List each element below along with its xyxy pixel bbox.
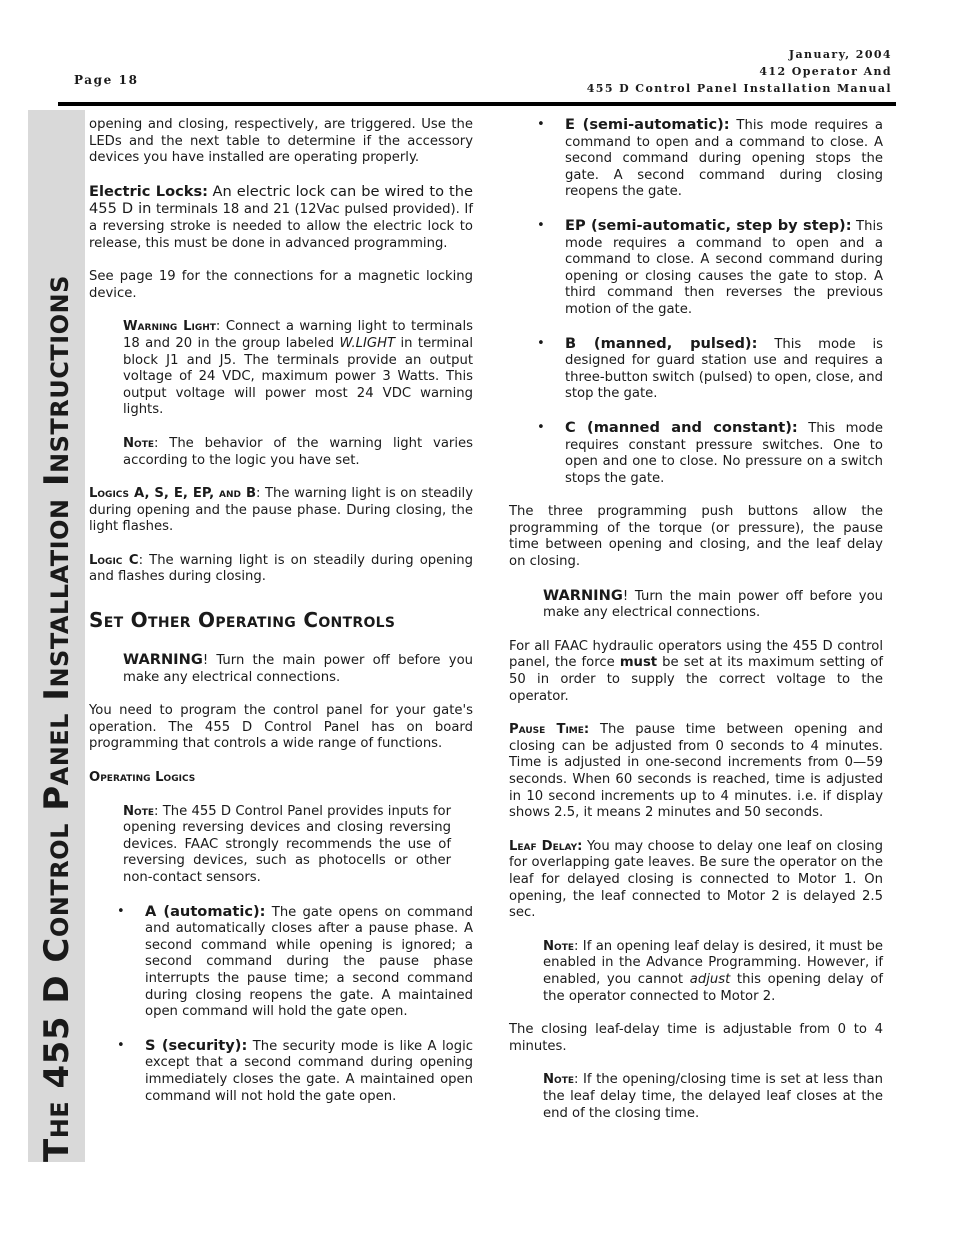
paragraph-electric-locks: Electric Locks: An electric lock can be wired to the 455 D in terminals 18 and 21 (12Vac pulsed provided). If a reversing stroke is needed to allow the electric lock to release, this must be done in advanced programming. [89, 182, 473, 251]
paragraph-note-warning-light: Note: The behavior of the warning light varies according to the logic you have set. [123, 435, 473, 468]
paragraph-note-reversing: Note: The 455 D Control Panel provides inputs for opening reversing devices and closing reversing devices. FAAC strongly recommends the use of reversing devices, such as photocells or other non-contact sensors. [123, 803, 451, 885]
list-item-logic-c: • C (manned and constant): This mode requires constant pressure switches. One to open and one to close. No pressure on a switch stops the gate. [537, 418, 884, 486]
page-number: Page 18 [74, 73, 139, 87]
section-heading: Set Other Operating Controls [89, 608, 396, 633]
header-title-line1: 412 Operator And [759, 65, 892, 78]
paragraph-push-buttons: The three programming push buttons allow the programming of the torque (or pressure), the pause time between opening and closing, and the leaf delay on closing. [509, 504, 883, 570]
paragraph-intro: opening and closing, respectively, are triggered. Use the LEDs and the next table to determine if the accessory devices you have installed are operating properly. [89, 117, 473, 166]
header-date: January, 2004 [788, 48, 892, 61]
paragraph-closing-delay: The closing leaf-delay time is adjustable from 0 to 4 minutes. [509, 1022, 883, 1054]
paragraph-leaf-delay: Leaf Delay: You may choose to delay one leaf on closing for overlapping gate leaves. Be sure the operator on the leaf for delayed closing is connected to Motor 1. On opening, the leaf connected to Motor 2 is delayed 2.5 sec. [509, 838, 883, 921]
paragraph-warning-right: WARNING! Turn the main power off before you make any electrical connections. [543, 586, 883, 621]
list-item-logic-b: • B (manned, pulsed): This mode is designed for guard station use and requires a three-button switch (pulsed) to open, close, and stop the gate. [537, 334, 883, 402]
paragraph-logic-c: Logic C: The warning light is on steadily during opening and flashes during closing. [89, 552, 474, 585]
bullet-icon: • [537, 419, 545, 435]
list-item-logic-e: • E (semi-automatic): This mode requires a command to open and a command to close. A second command during opening stops the gate. A second command during closing reopens the gate. [537, 116, 883, 200]
paragraph-warning: WARNING! Turn the main power off before you make any electrical connections. [123, 651, 473, 685]
document-header [587, 46, 892, 97]
bullet-icon: • [537, 217, 545, 233]
list-item-logic-a: • A (automatic): The gate opens on command and automatically closes after a pause phase. A second command while opening is ignored; a second command during the pause phase interrupts the pause time; a second command during closing reopens the gate. A maintained open command will hold the gate open. [117, 902, 473, 1020]
paragraph-faac: For all FAAC hydraulic operators using the 455 D control panel, the force must be set at its maximum setting of 50 in order to supply the correct voltage to the operator. [509, 638, 883, 704]
header-title-line2: 455 D Control Panel Installation Manual [586, 82, 892, 95]
left-column [89, 117, 473, 1105]
list-item-logic-s: • S (security): The security mode is like A logic except that a second command during opening immediately closes the gate. A maintained open command will not hold the gate open. [117, 1036, 473, 1104]
right-column [509, 117, 883, 1122]
side-banner-title: The 455 D Control Panel Installation Instructions [37, 275, 77, 1162]
paragraph-logics: Logics A, S, E, EP, and B: The warning light is on steadily during opening and the pause phase. During closing, the light flashes. [89, 486, 473, 535]
bullet-icon: • [117, 903, 125, 919]
header-rule [58, 102, 896, 106]
subheading-operating-logics: Operating Logics [89, 770, 196, 786]
paragraph-pause-time: Pause Time: The pause time between opening and closing can be adjusted from 0 seconds to 4 minutes. Time is adjusted in one-second increments from 0—59 seconds. When 60 seconds is reached, time is adjusted in 10 second increments up to 4 minutes. i.e. if display shows 2.5, it means 2 minutes and 50 seconds. [509, 722, 883, 821]
paragraph-note-leaf-delay: Note: If an opening leaf delay is desired, it must be enabled in the Advance Programming. However, if enabled, you cannot adjust this opening delay of the operator connected to Motor 2. [543, 938, 883, 1004]
list-item-logic-ep: • EP (semi-automatic, step by step): This mode requires a command to open and a command to close. A second command during opening or closing causes the gate to stop. A third command then reverses the previous motion of the gate. [537, 216, 883, 317]
paragraph-see-page: See page 19 for the connections for a magnetic locking device. [89, 269, 473, 301]
paragraph-warning-light: Warning Light: Connect a warning light to terminals 18 and 20 in the group labeled W.LIGHT in terminal block J1 and J5. The terminals provide an output voltage of 24 VDC, maximum power 3 Watts. This output voltage will power most 24 VDC warning lights. [123, 319, 473, 418]
bullet-icon: • [117, 1037, 125, 1053]
paragraph-note-closing-time: Note: If the opening/closing time is set at less than the leaf delay time, the delayed leaf closes at the end of the closing time. [543, 1072, 883, 1121]
bullet-icon: • [537, 335, 545, 351]
bullet-icon: • [537, 117, 545, 132]
paragraph-program: You need to program the control panel for your gate's operation. The 455 D Control Panel has on board programming that controls a wide range of functions. [89, 703, 473, 752]
